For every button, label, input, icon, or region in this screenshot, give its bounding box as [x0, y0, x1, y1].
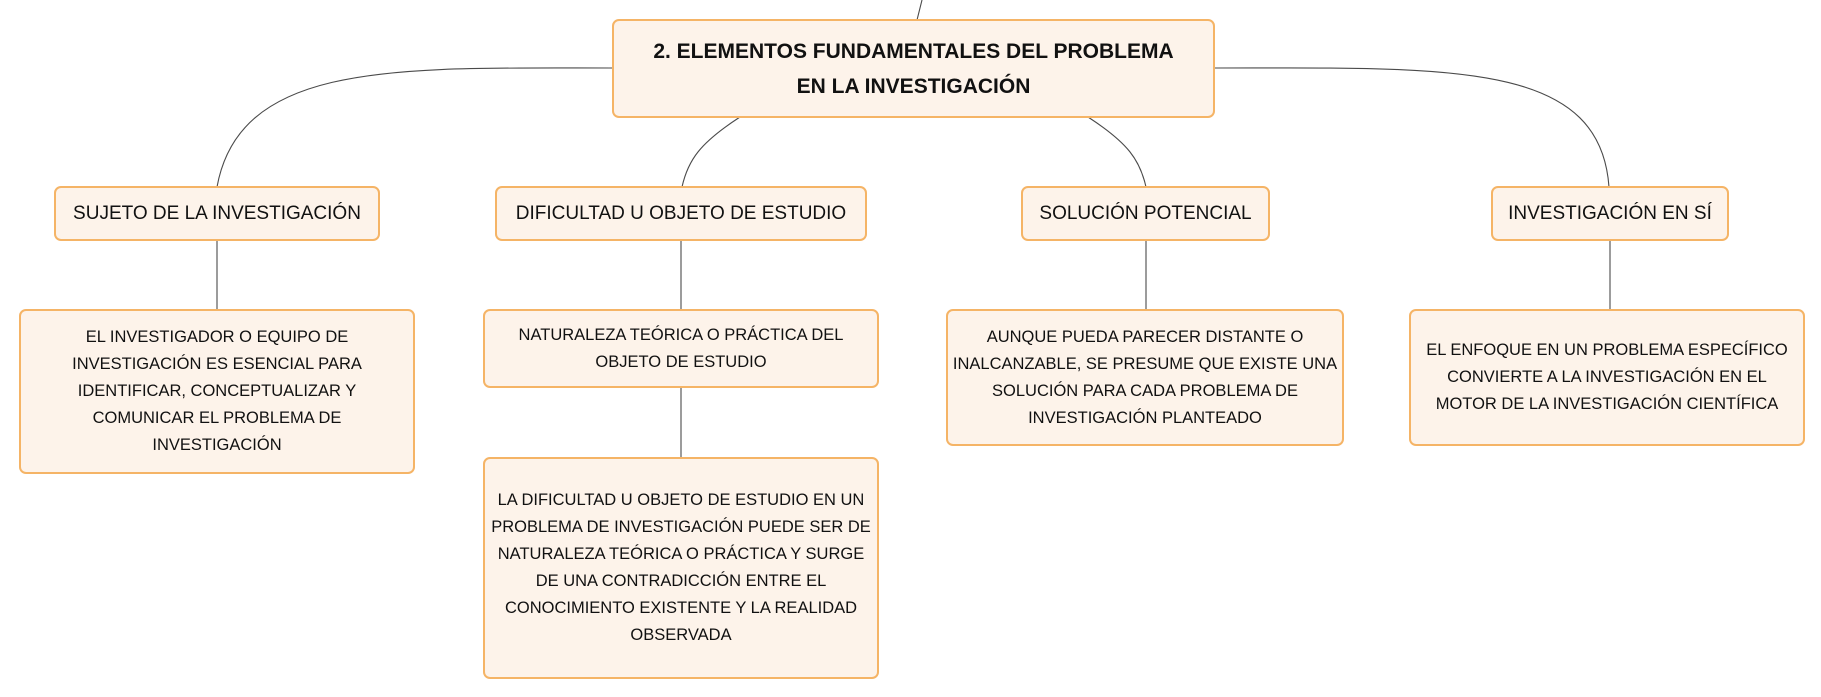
root-title-line-2: EN LA INVESTIGACIÓN — [796, 74, 1031, 98]
detail-line: SOLUCIÓN PARA CADA PROBLEMA DE — [992, 381, 1298, 400]
branch-investigacion[interactable] — [1491, 186, 1729, 241]
branch-dificultad-label: DIFICULTAD U OBJETO DE ESTUDIO — [515, 202, 847, 224]
branch-sujeto[interactable] — [54, 186, 380, 241]
detail-line: NATURALEZA TEÓRICA O PRÁCTICA DEL — [518, 325, 844, 344]
root-topic[interactable] — [612, 19, 1215, 118]
connector-root-sujeto — [217, 68, 612, 187]
branch-sujeto-label: SUJETO DE LA INVESTIGACIÓN — [73, 202, 361, 224]
detail-line: MOTOR DE LA INVESTIGACIÓN CIENTÍFICA — [1435, 395, 1779, 413]
detail-line: EL ENFOQUE EN UN PROBLEMA ESPECÍFICO — [1426, 341, 1788, 359]
connector-root-solucion — [1088, 117, 1146, 187]
detail-line: OBSERVADA — [630, 626, 732, 644]
detail-sujeto[interactable] — [19, 309, 415, 474]
detail-line: IDENTIFICAR, CONCEPTUALIZAR Y — [77, 382, 357, 400]
detail-solucion[interactable] — [946, 309, 1344, 446]
detail-line: EL INVESTIGADOR O EQUIPO DE — [85, 328, 349, 346]
branch-solucion-label: SOLUCIÓN POTENCIAL — [1039, 202, 1252, 224]
root-title-line-1: 2. ELEMENTOS FUNDAMENTALES DEL PROBLEMA — [653, 39, 1174, 63]
detail-line: PROBLEMA DE INVESTIGACIÓN PUEDE SER DE — [491, 518, 871, 536]
detail-line: COMUNICAR EL PROBLEMA DE — [92, 409, 342, 427]
detail-line: AUNQUE PUEDA PARECER DISTANTE O — [986, 327, 1304, 346]
detail-line: INVESTIGACIÓN PLANTEADO — [1028, 408, 1262, 427]
detail-line: CONVIERTE A LA INVESTIGACIÓN EN EL — [1447, 368, 1767, 386]
detail-line: INVESTIGACIÓN ES ESENCIAL PARA — [72, 355, 362, 373]
connector-incoming-root — [917, 0, 922, 20]
detail-investigacion[interactable] — [1409, 309, 1805, 446]
detail-line: DE UNA CONTRADICCIÓN ENTRE EL — [535, 572, 827, 590]
detail-line: NATURALEZA TEÓRICA O PRÁCTICA Y SURGE — [497, 545, 865, 563]
detail-line: LA DIFICULTAD U OBJETO DE ESTUDIO EN UN — [497, 491, 865, 509]
detail-dificultad-contradiccion[interactable] — [483, 457, 879, 679]
detail-dificultad-naturaleza[interactable] — [483, 309, 879, 388]
connector-root-dificultad — [682, 117, 740, 187]
branch-solucion[interactable] — [1021, 186, 1270, 241]
detail-line: CONOCIMIENTO EXISTENTE Y LA REALIDAD — [504, 599, 858, 617]
connector-root-investigacion — [1215, 68, 1609, 187]
detail-line: OBJETO DE ESTUDIO — [595, 352, 767, 371]
branch-dificultad[interactable] — [495, 186, 867, 241]
detail-line: INVESTIGACIÓN — [152, 436, 282, 454]
detail-line: INALCANZABLE, SE PRESUME QUE EXISTE UNA — [952, 354, 1338, 373]
branch-investigacion-label: INVESTIGACIÓN EN SÍ — [1508, 202, 1712, 224]
